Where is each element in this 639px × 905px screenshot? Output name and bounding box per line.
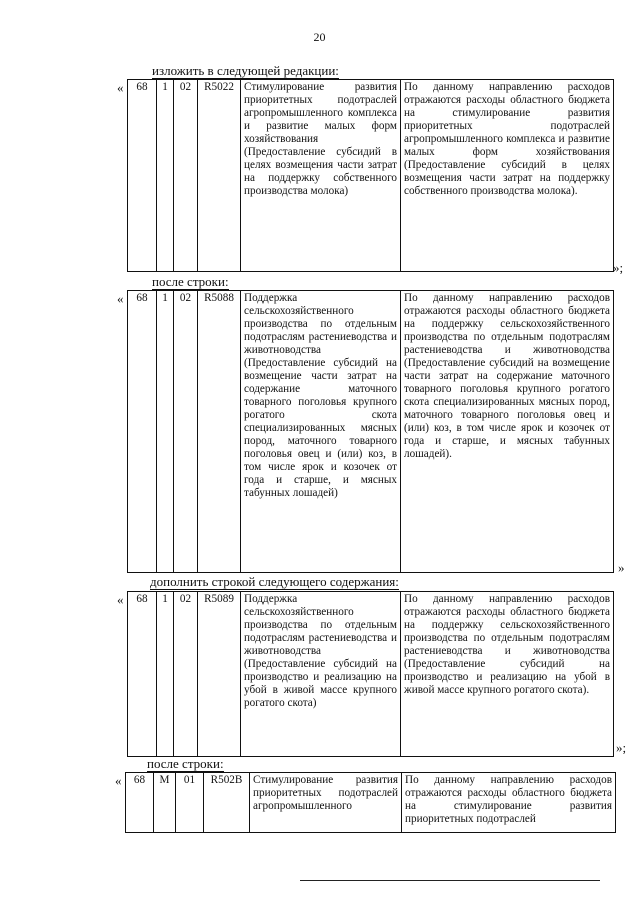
code-cell: 68 [128,291,157,573]
code-cell: М [154,773,176,833]
budget-table [127,79,614,272]
expense-description-cell: По данному направлению расходов отражаются расходы областного бюджета на поддержку сельскохозяйственного производства по отдельным подотраслям растениеводства и животноводства (Предоставление субсидий на возмещение части затрат на содержание маточного товарного поголовья крупного рогатого скота специализированных мясных пород, маточного товарного поголовья овец и (или) коз, в том числе ярок и козочек от года и старше, и мясных табунных лошадей). [401,291,614,573]
budget-table [127,591,614,757]
expense-name-cell: Стимулирование развития приоритетных подотраслей агропромышленного комплекса и развитие малых форм хозяйствования (Предоставление субсидий в целях возмещения части затрат на поддержку собственного производства молока) [241,80,401,272]
expense-description-cell: По данному направлению расходов отражаются расходы областного бюджета на стимулирование развития приоритетных подотраслей агропромышленного комплекса и развитие малых форм хозяйствования (Предоставление субсидий в целях возмещения части затрат на поддержку собственного производства молока). [401,80,614,272]
code-cell: 1 [157,80,174,272]
code-cell: 68 [128,80,157,272]
section-heading: после строки: [147,756,224,771]
budget-table [125,772,616,833]
footnote-divider [300,880,600,881]
section-heading: дополнить строкой следующего содержания: [150,574,399,589]
code-cell: R5088 [198,291,241,573]
close-quote: »; [613,260,624,275]
code-cell: R502B [204,773,250,833]
code-cell: 02 [174,291,198,573]
code-cell: 02 [174,592,198,757]
table-row [126,773,616,833]
budget-table [127,290,614,573]
code-cell: 68 [126,773,154,833]
page-number: 20 [313,30,326,44]
code-cell: R5022 [198,80,241,272]
expense-description-cell: По данному направлению расходов отражаются расходы областного бюджета на поддержку сельскохозяйственного производства по отдельным подотраслям растениеводства и животноводства (Предоставление субсидий на производство и реализацию на убой в живой массе крупного рогатого скота). [401,592,614,757]
expense-name-cell: Поддержка сельскохозяйственного производства по отдельным подотраслям растениеводства и животноводства (Предоставление субсидий на производство и реализацию на убой в живой массе крупного рогатого скота) [241,592,401,757]
close-quote: » [618,560,625,575]
expense-name-cell: Поддержка сельскохозяйственного производства по отдельным подотраслям растениеводства и животноводства (Предоставление субсидий на возмещение части затрат на содержание маточного товарного поголовья крупного рогатого скота специализированных мясных пород, маточного товарного поголовья овец и (или) коз, в том числе ярок и козочек от года и старше, и мясных табунных лошадей) [241,291,401,573]
code-cell: R5089 [198,592,241,757]
code-cell: 68 [128,592,157,757]
code-cell: 1 [157,592,174,757]
code-cell: 02 [174,80,198,272]
open-quote: « [115,773,122,788]
open-quote: « [117,291,124,306]
section-heading: после строки: [152,274,229,289]
table-row [128,592,614,757]
table-row [128,291,614,573]
code-cell: 01 [176,773,204,833]
expense-description-cell: По данному направлению расходов отражаются расходы областного бюджета на стимулирование развития приоритетных подотраслей [402,773,616,833]
code-cell: 1 [157,291,174,573]
expense-name-cell: Стимулирование развития приоритетных подотраслей агропромышленного [250,773,402,833]
open-quote: « [117,80,124,95]
table-row [128,80,614,272]
close-quote: »; [616,740,627,755]
section-heading: изложить в следующей редакции: [152,63,339,78]
open-quote: « [117,592,124,607]
